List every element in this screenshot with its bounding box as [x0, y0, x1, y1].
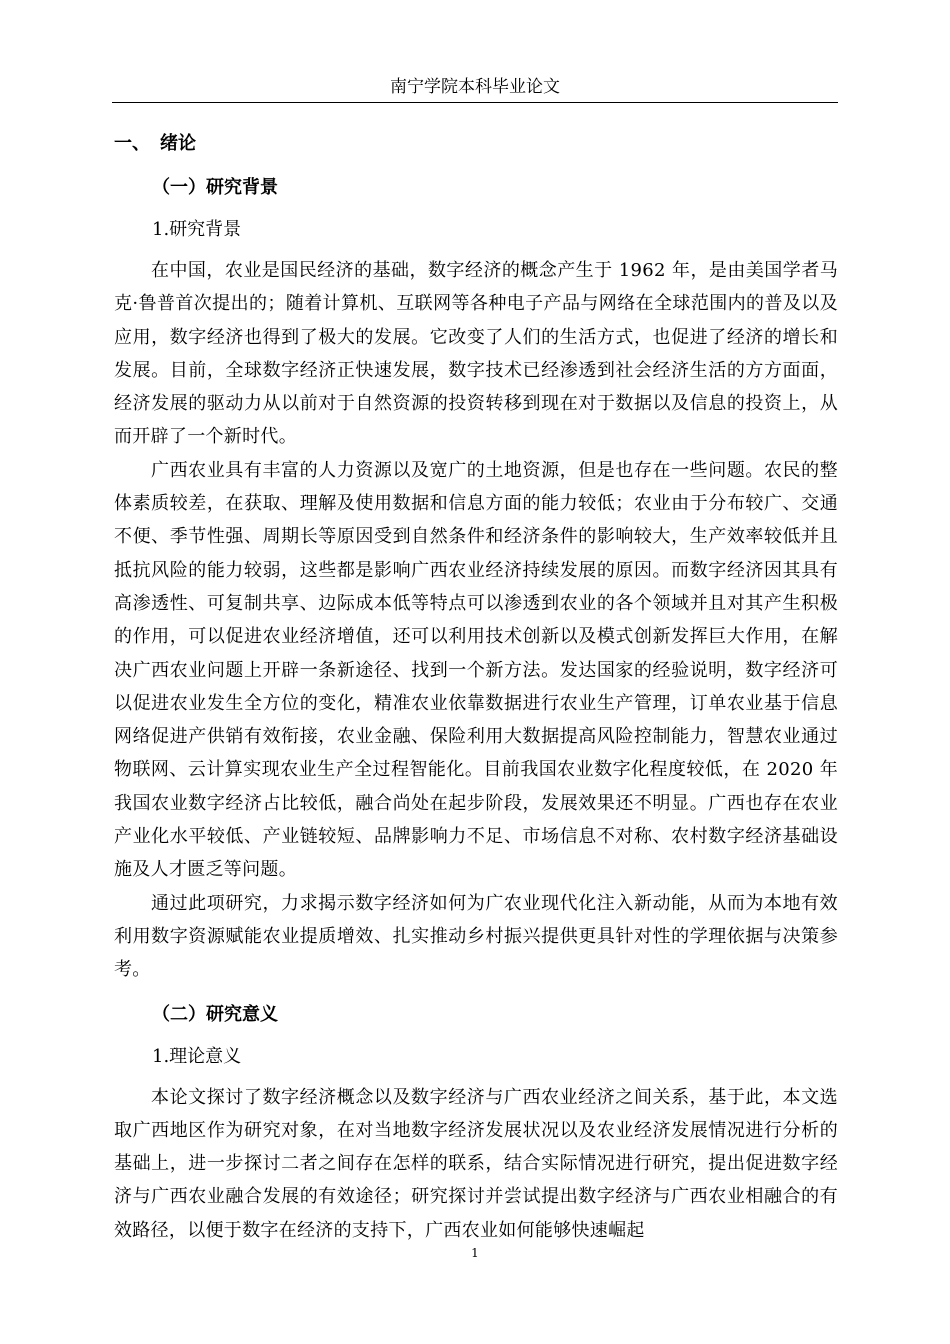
page-number: 1 — [471, 1246, 479, 1260]
item-heading-background: 1.研究背景 — [152, 219, 242, 240]
paragraph: 通过此项研究，力求揭示数字经济如何为广农业现代化注入新动能，从而为本地有效利用数字资源赋能农业提质增效、扎实推动乡村振兴提供更具针对性的学理依据与决策参考。 — [114, 892, 838, 981]
subsection-heading-significance: （二）研究意义 — [152, 1003, 278, 1025]
item-heading-theory: 1.理论意义 — [152, 1045, 242, 1067]
document-body — [114, 128, 838, 1247]
paragraph: 在中国，农业是国民经济的基础，数字经济的概念产生于 1962 年，是由美国学者马克·鲁普首次提出的；随着计算机、互联网等各种电子产品与网络在全球范围内的普及以及应用，数字经济也得到了极大的发展。它改变了人们的生活方式，也促进了经济的增长和发展。目前，全球数字经济正快速发展，数字技术已经渗透到社会经济生活的方方面面，经济发展的驱动力从以前对于自然资源的投资转移到现在对于数据以及信息的投资上，从而开辟了一个新时代。 — [114, 260, 838, 448]
page-header — [112, 72, 838, 103]
subsection-heading-background: （一）研究背景 — [152, 177, 278, 198]
section-title: 绪论 — [160, 133, 196, 154]
section-number: 一、 — [114, 133, 150, 154]
header-title: 南宁学院本科毕业论文 — [390, 77, 560, 97]
section-heading — [114, 128, 838, 160]
paragraph: 本论文探讨了数字经济概念以及数字经济与广西农业经济之间关系，基于此，本文选取广西地区作为研究对象，在对当地数字经济发展状况以及农业经济发展情况进行分析的基础上，进一步探讨二者之间存在怎样的联系，结合实际情况进行研究，提出促进数字经济与广西农业融合发展的有效途径；研究探讨并尝试提出数字经济与广西农业相融合的有效路径，以便于数字在经济的支持下，广西农业如何能够快速崛起 — [114, 1086, 838, 1241]
paragraph: 广西农业具有丰富的人力资源以及宽广的土地资源，但是也存在一些问题。农民的整体素质较差，在获取、理解及使用数据和信息方面的能力较低；农业由于分布较广、交通不便、季节性强、周期长等原因受到自然条件和经济条件的影响较大，生产效率较低并且抵抗风险的能力较弱，这些都是影响广西农业经济持续发展的原因。而数字经济因其具有高渗透性、可复制共享、边际成本低等特点可以渗透到农业的各个领域并且对其产生积极的作用，可以促进农业经济增值，还可以利用技术创新以及模式创新发挥巨大作用，在解决广西农业问题上开辟一条新途径、找到一个新方法。发达国家的经验说明，数字经济可以促进农业发生全方位的变化，精准农业依靠数据进行农业生产管理，订单农业基于信息网络促进产供销有效衔接，农业金融、保险利用大数据提高风险控制能力，智慧农业通过物联网、云计算实现农业生产全过程智能化。目前我国农业数字化程度较低，在 2020 年我国农业数字经济占比较低，融合尚处在起步阶段，发展效果还不明显。广西也存在农业产业化水平较低、产业链较短、品牌影响力不足、市场信息不对称、农村数字经济基础设施及人才匮乏等问题。 — [114, 459, 838, 881]
